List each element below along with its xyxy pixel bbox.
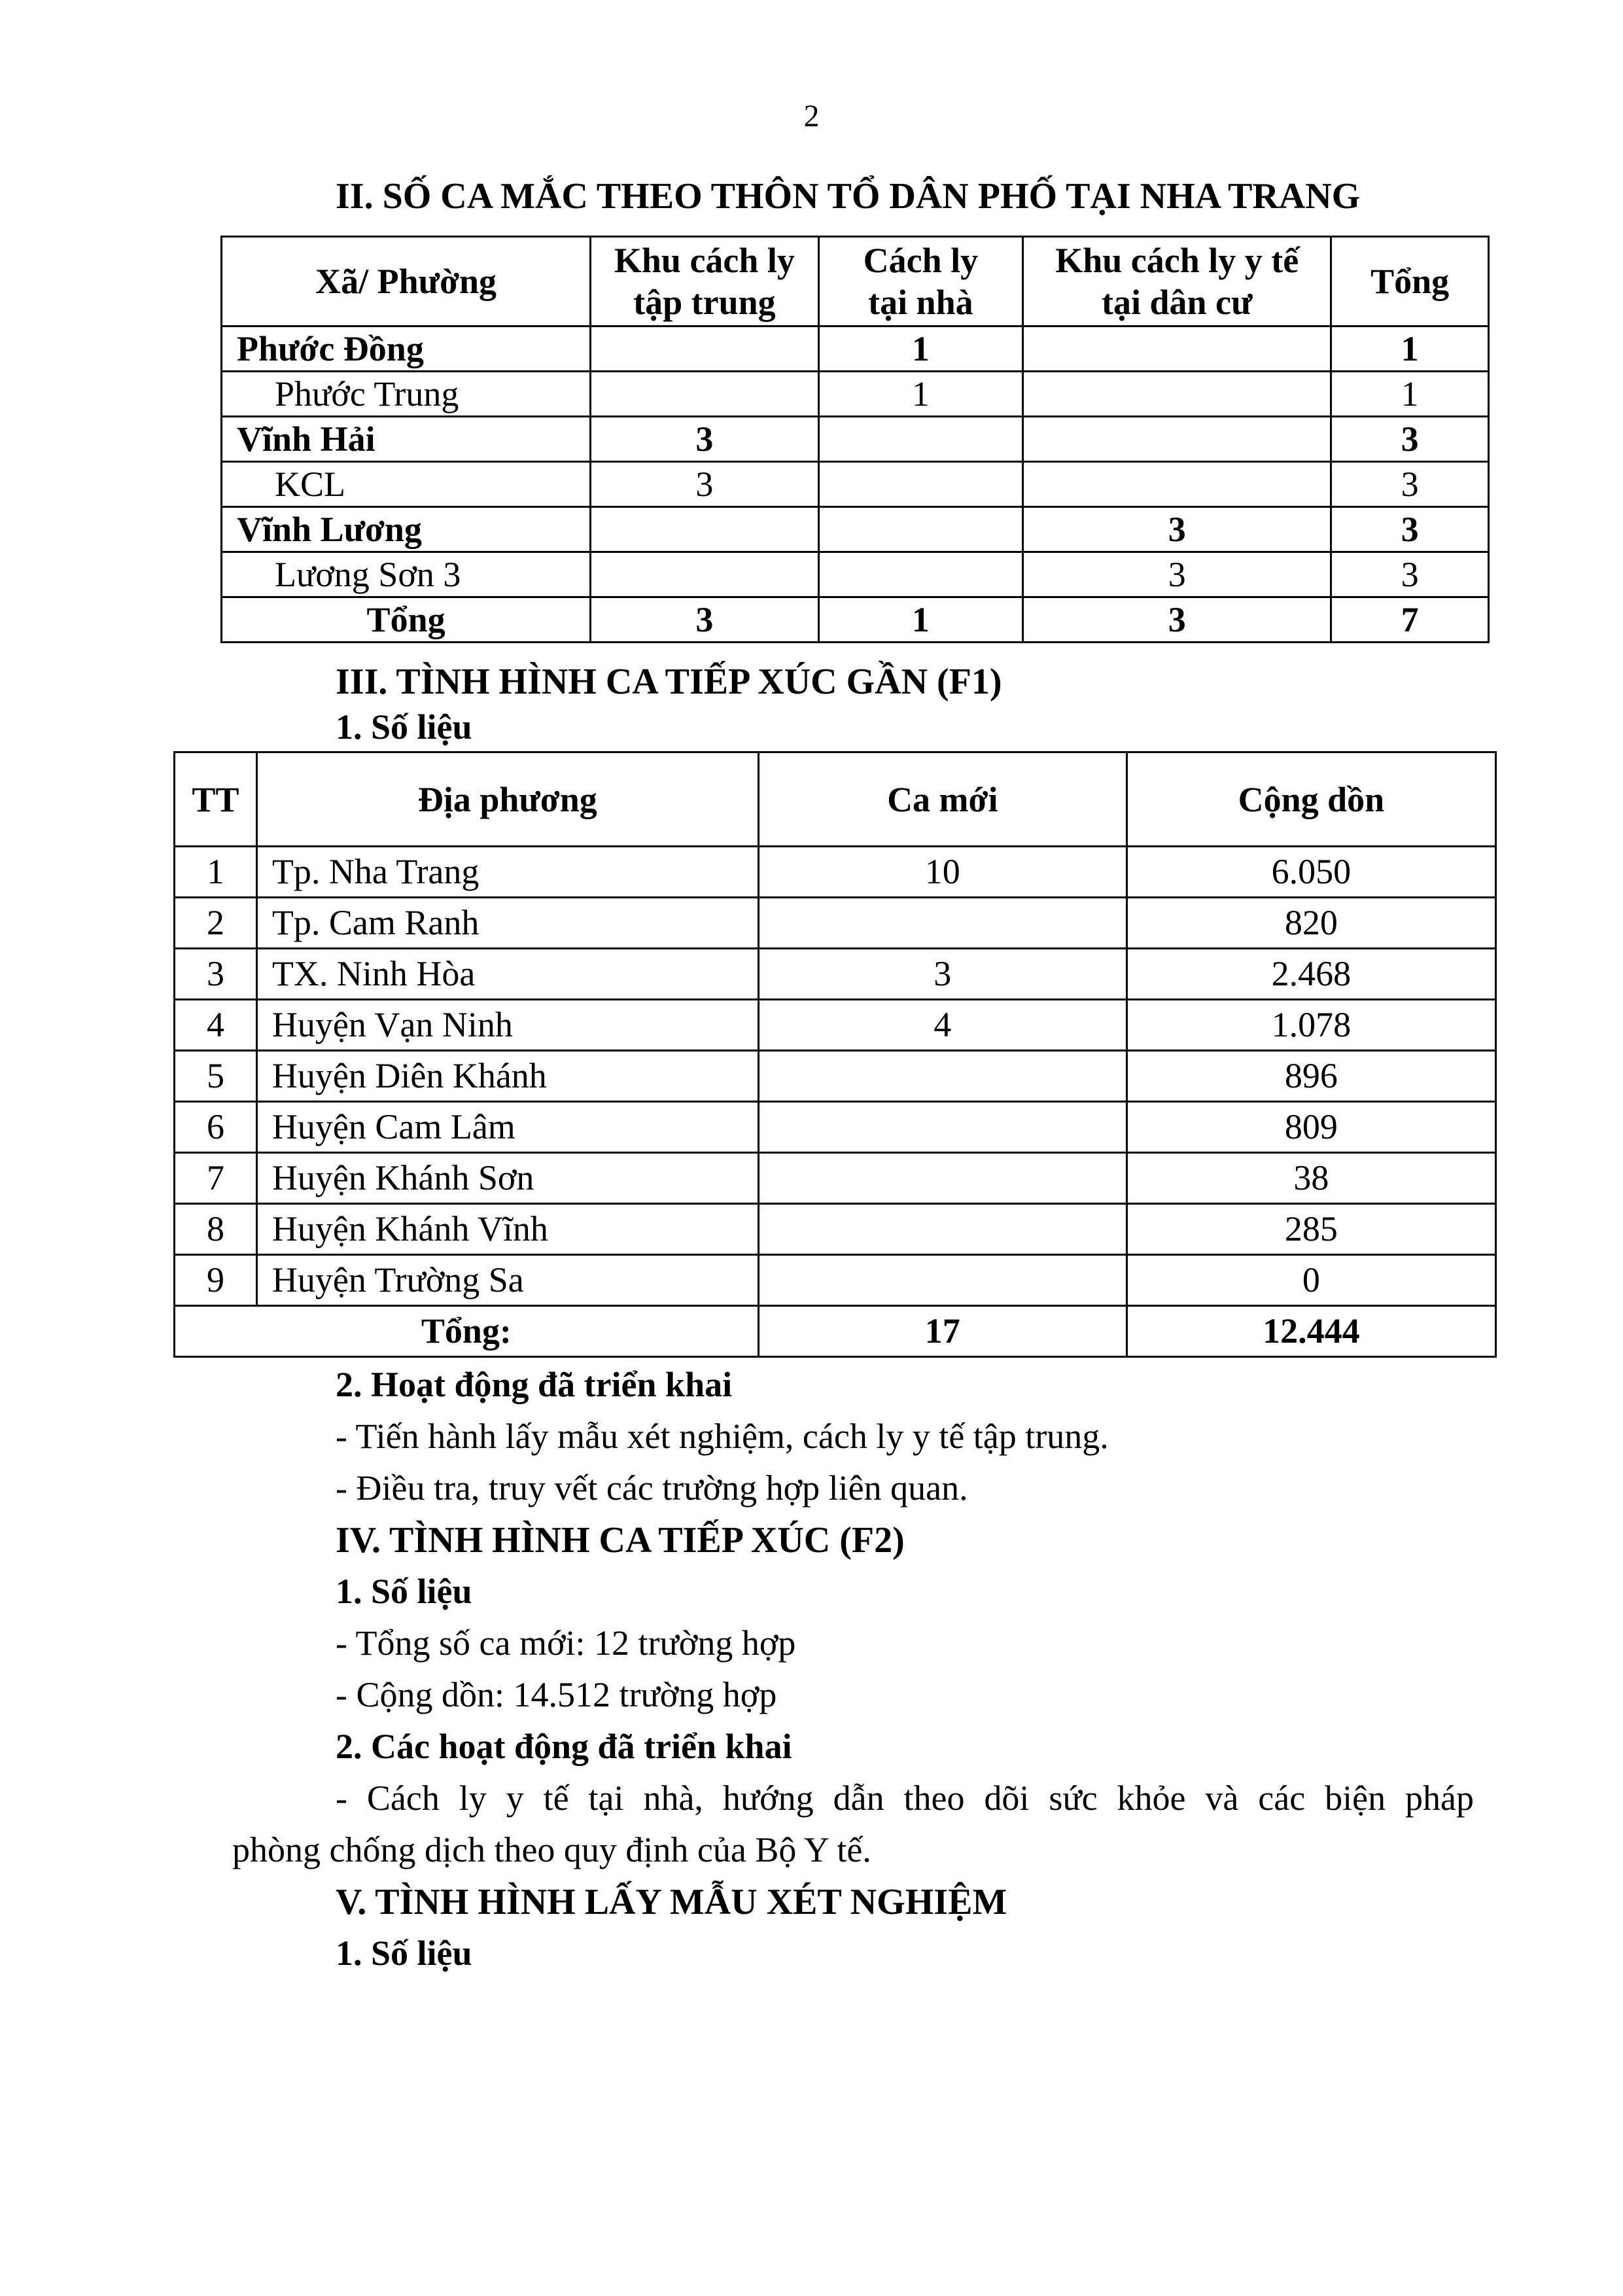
cell-new: 17 [758, 1306, 1126, 1357]
cell-home [818, 417, 1023, 462]
cell-tt: 6 [175, 1102, 257, 1153]
cell-cumulative: 285 [1126, 1204, 1495, 1255]
table-row [222, 462, 1489, 507]
table-row [222, 552, 1489, 597]
table-row [175, 1000, 1496, 1051]
cell-home [818, 507, 1023, 552]
cell-total: 3 [1331, 552, 1489, 597]
cell-residential [1023, 462, 1331, 507]
cell-cumulative: 820 [1126, 898, 1495, 949]
activity-paragraph-line2: phòng chống dịch theo quy định của Bộ Y tế. [232, 1830, 871, 1869]
cell-place: Huyện Khánh Vĩnh [256, 1204, 758, 1255]
table-total-row [222, 597, 1489, 643]
f2-new-cases-line: - Tổng số ca mới: 12 trường hợp [336, 1623, 796, 1663]
cell-tt: 2 [175, 898, 257, 949]
header-new: Ca mới [758, 752, 1126, 847]
table-row [175, 1153, 1496, 1204]
header-total: Tổng [1331, 237, 1489, 327]
cell-home: 1 [818, 372, 1023, 417]
cell-place: Tp. Cam Ranh [256, 898, 758, 949]
cell-place: Huyện Trường Sa [256, 1255, 758, 1306]
cell-concentrated [591, 552, 818, 597]
cell-concentrated: 3 [591, 597, 818, 643]
section-iii-title: III. TÌNH HÌNH CA TIẾP XÚC GẦN (F1) [336, 662, 1002, 702]
cell-residential [1023, 417, 1331, 462]
section-iv-sub2: 2. Các hoạt động đã triển khai [336, 1727, 792, 1766]
cell-residential: 3 [1023, 552, 1331, 597]
section-iv-sub1: 1. Số liệu [336, 1572, 472, 1611]
total-label: Tổng: [175, 1306, 759, 1357]
cell-residential: 3 [1023, 507, 1331, 552]
header-tt: TT [175, 752, 257, 847]
section-ii-title: II. SỐ CA MẮC THEO THÔN TỔ DÂN PHỐ TẠI NHA TRANG [336, 176, 1361, 217]
cell-cumulative: 809 [1126, 1102, 1495, 1153]
cell-concentrated [591, 507, 818, 552]
cell-home: 1 [818, 597, 1023, 643]
cell-total: 3 [1331, 417, 1489, 462]
cell-cumulative: 1.078 [1126, 1000, 1495, 1051]
section-iii-sub1: 1. Số liệu [336, 707, 472, 747]
ward-name: Vĩnh Lương [222, 507, 591, 552]
section-iv-title: IV. TÌNH HÌNH CA TIẾP XÚC (F2) [336, 1520, 905, 1561]
cell-new [758, 1051, 1126, 1102]
cell-new [758, 898, 1126, 949]
village-name: KCL [222, 462, 591, 507]
bullet-item: - Điều tra, truy vết các trường hợp liên quan. [336, 1468, 968, 1508]
cell-cumulative: 38 [1126, 1153, 1495, 1204]
cell-residential [1023, 327, 1331, 372]
cell-tt: 1 [175, 847, 257, 898]
cell-cumulative: 2.468 [1126, 949, 1495, 1000]
table-row [175, 847, 1496, 898]
cell-place: TX. Ninh Hòa [256, 949, 758, 1000]
cell-new: 3 [758, 949, 1126, 1000]
cell-new: 10 [758, 847, 1126, 898]
table-total-row [175, 1306, 1496, 1357]
cell-concentrated: 3 [591, 462, 818, 507]
cell-residential: 3 [1023, 597, 1331, 643]
cell-place: Huyện Cam Lâm [256, 1102, 758, 1153]
header-home: Cách ly tại nhà [818, 237, 1023, 327]
cell-tt: 5 [175, 1051, 257, 1102]
header-ward: Xã/ Phường [222, 237, 591, 327]
cell-total: 7 [1331, 597, 1489, 643]
cases-by-ward-table [220, 236, 1490, 643]
bullet-item: - Tiến hành lấy mẫu xét nghiệm, cách ly y tế tập trung. [336, 1417, 1109, 1456]
cell-concentrated: 3 [591, 417, 818, 462]
cell-new [758, 1102, 1126, 1153]
ward-name: Phước Đồng [222, 327, 591, 372]
cell-concentrated [591, 327, 818, 372]
table-row [175, 1255, 1496, 1306]
cell-home: 1 [818, 327, 1023, 372]
header-concentrated: Khu cách ly tập trung [591, 237, 818, 327]
cell-tt: 4 [175, 1000, 257, 1051]
cell-concentrated [591, 372, 818, 417]
cell-cumulative: 0 [1126, 1255, 1495, 1306]
cell-new [758, 1204, 1126, 1255]
village-name: Lương Sơn 3 [222, 552, 591, 597]
table-row [222, 417, 1489, 462]
cell-total: 1 [1331, 327, 1489, 372]
cell-cumulative: 6.050 [1126, 847, 1495, 898]
cell-new [758, 1153, 1126, 1204]
cell-place: Huyện Diên Khánh [256, 1051, 758, 1102]
table-header-row [175, 752, 1496, 847]
table-row [175, 898, 1496, 949]
header-place: Địa phương [256, 752, 758, 847]
village-name: Phước Trung [222, 372, 591, 417]
total-label: Tổng [222, 597, 591, 643]
cell-place: Tp. Nha Trang [256, 847, 758, 898]
cell-total: 1 [1331, 372, 1489, 417]
header-residential: Khu cách ly y tế tại dân cư [1023, 237, 1331, 327]
table-row [222, 372, 1489, 417]
section-v-sub1: 1. Số liệu [336, 1934, 472, 1973]
table-row [175, 1051, 1496, 1102]
page-number: 2 [803, 99, 820, 133]
table-header-row [222, 237, 1489, 327]
section-iii-sub2: 2. Hoạt động đã triển khai [336, 1365, 733, 1404]
cell-new [758, 1255, 1126, 1306]
table-row [175, 1102, 1496, 1153]
f2-cumulative-line: - Cộng dồn: 14.512 trường hợp [336, 1675, 777, 1714]
cell-cumulative: 896 [1126, 1051, 1495, 1102]
table-row [175, 949, 1496, 1000]
cell-home [818, 462, 1023, 507]
cell-tt: 9 [175, 1255, 257, 1306]
cell-home [818, 552, 1023, 597]
header-cumulative: Cộng dồn [1126, 752, 1495, 847]
cell-new: 4 [758, 1000, 1126, 1051]
cell-tt: 7 [175, 1153, 257, 1204]
cell-total: 3 [1331, 507, 1489, 552]
cell-total: 3 [1331, 462, 1489, 507]
table-row [222, 507, 1489, 552]
cell-cumulative: 12.444 [1126, 1306, 1495, 1357]
cell-tt: 3 [175, 949, 257, 1000]
cell-place: Huyện Vạn Ninh [256, 1000, 758, 1051]
cell-place: Huyện Khánh Sơn [256, 1153, 758, 1204]
table-row [175, 1204, 1496, 1255]
table-row [222, 327, 1489, 372]
cell-residential [1023, 372, 1331, 417]
ward-name: Vĩnh Hải [222, 417, 591, 462]
f1-contacts-table [173, 751, 1497, 1358]
section-v-title: V. TÌNH HÌNH LẤY MẪU XÉT NGHIỆM [336, 1882, 1007, 1922]
activity-paragraph-line1: - Cách ly y tế tại nhà, hướng dẫn theo dõi sức khỏe và các biện pháp [336, 1778, 1474, 1818]
cell-tt: 8 [175, 1204, 257, 1255]
